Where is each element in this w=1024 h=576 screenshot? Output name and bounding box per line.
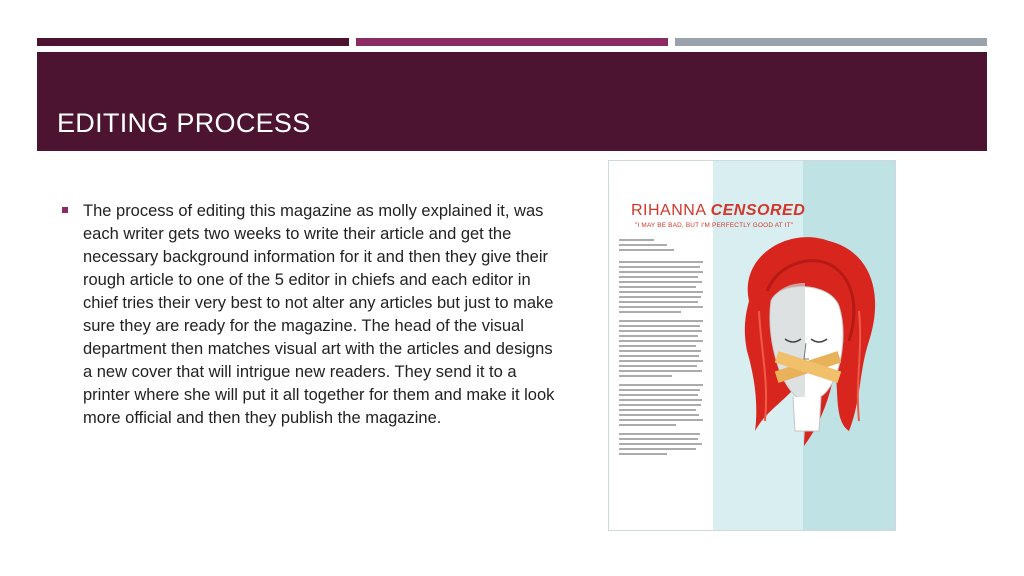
magazine-headline-word: CENSORED	[710, 202, 806, 219]
magazine-image[interactable]	[608, 160, 896, 531]
title-banner	[37, 52, 987, 151]
accent-bar-dark	[37, 38, 349, 46]
magazine-article-text-block	[619, 239, 707, 458]
body-text[interactable]: The process of editing this magazine as molly explained it, was each writer gets two weeks to write their article and get the necessary background information for it and then they give their rough article to one of the 5 editor in chiefs and each editor in chief tries their very best to not alter any articles but just to make sure they are ready for the magazine. The head of the visual department then matches visual art with the articles and designs a new cover that will intrigue new readers. They send it to a printer where she will put it all together for them and make it look more official and then they publish the magazine.	[83, 202, 555, 427]
bullet-square-icon	[62, 207, 68, 213]
magazine-headline-name: RIHANNA	[631, 202, 706, 219]
magazine-headline	[631, 202, 805, 220]
woman-taped-mouth-illustration	[709, 231, 895, 461]
slide-title[interactable]: EDITING PROCESS	[57, 108, 311, 138]
magazine-subhead: "I MAY BE BAD, BUT I'M PERFECTLY GOOD AT IT"	[635, 222, 794, 229]
accent-bar-gray	[675, 38, 987, 46]
accent-bar-magenta	[356, 38, 668, 46]
